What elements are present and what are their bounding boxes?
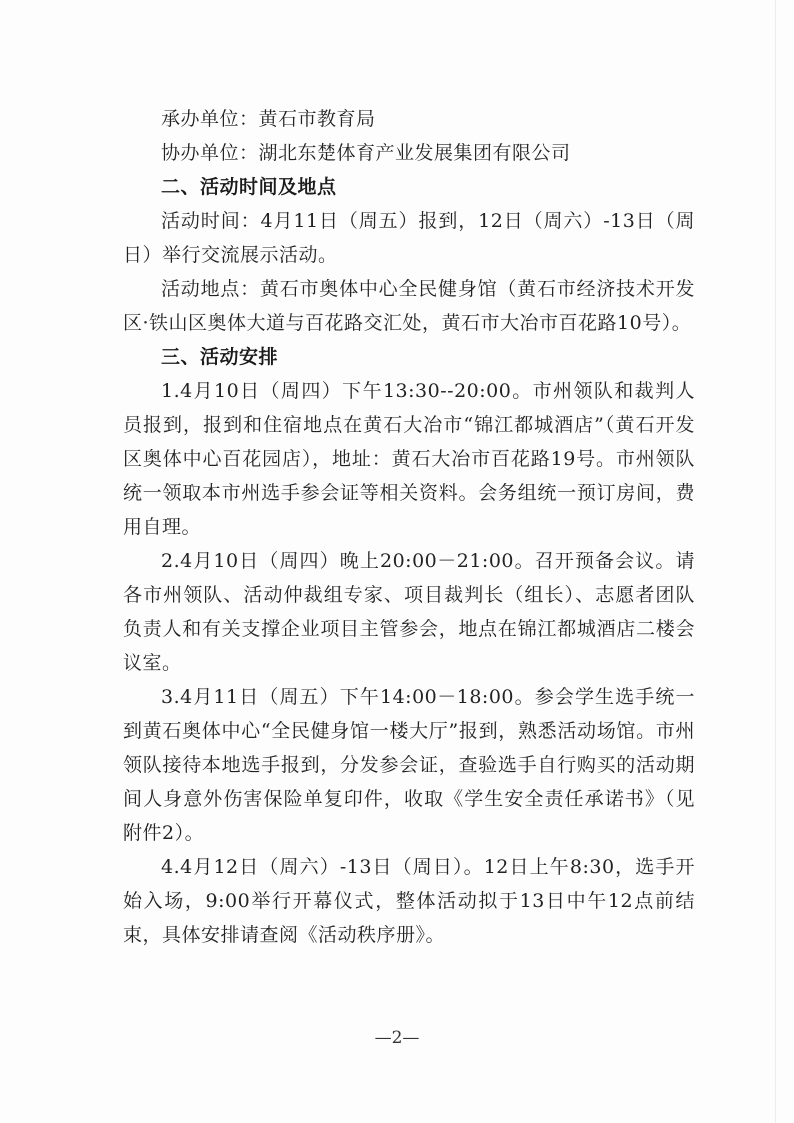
scan-edge-line bbox=[775, 0, 776, 1123]
document-body bbox=[123, 102, 695, 952]
activity-location-paragraph: 活动地点：黄石市奥体中心全民健身馆（黄石市经济技术开发区·铁山区奥体大道与百花路交汇处，黄石市大冶市百花路10号）。 bbox=[123, 278, 695, 334]
co-organizer-line: 协办单位：湖北东楚体育产业发展集团有限公司 bbox=[161, 142, 571, 164]
section-heading-arrangement: 三、活动安排 bbox=[161, 346, 279, 368]
arrangement-item-3: 3.4月11日（周五）下午14:00－18:00。参会学生选手统一到黄石奥体中心“全民健身馆一楼大厅”报到，熟悉活动场馆。市州领队接待本地选手报到，分发参会证，查验选手自行购买的活动期间人身意外伤害保险单复印件，收取《学生安全责任承诺书》（见附件2）。 bbox=[123, 686, 695, 844]
arrangement-item-4: 4.4月12日（周六）-13日（周日）。12日上午8:30，选手开始入场，9:00举行开幕仪式，整体活动拟于13日中午12点前结束，具体安排请查阅《活动秩序册》。 bbox=[123, 856, 695, 946]
organizer-line: 承办单位：黄石市教育局 bbox=[161, 108, 376, 130]
activity-time-paragraph: 活动时间：4月11日（周五）报到，12日（周六）-13日（周日）举行交流展示活动。 bbox=[123, 210, 695, 266]
arrangement-item-2: 2.4月10日（周四）晚上20:00－21:00。召开预备会议。请各市州领队、活动仲裁组专家、项目裁判长（组长）、志愿者团队负责人和有关支撑企业项目主管参会，地点在锦江都城酒店二楼会议室。 bbox=[123, 550, 695, 674]
section-heading-time-location: 二、活动时间及地点 bbox=[161, 176, 337, 198]
page-number: —2— bbox=[374, 1028, 420, 1048]
arrangement-item-1: 1.4月10日（周四）下午13:30--20:00。市州领队和裁判人员报到，报到和住宿地点在黄石大冶市“锦江都城酒店”（黄石开发区奥体中心百花园店），地址：黄石大冶市百花路19号。市州领队统一领取本市州选手参会证等相关资料。会务组统一预订房间，费用自理。 bbox=[123, 380, 695, 538]
